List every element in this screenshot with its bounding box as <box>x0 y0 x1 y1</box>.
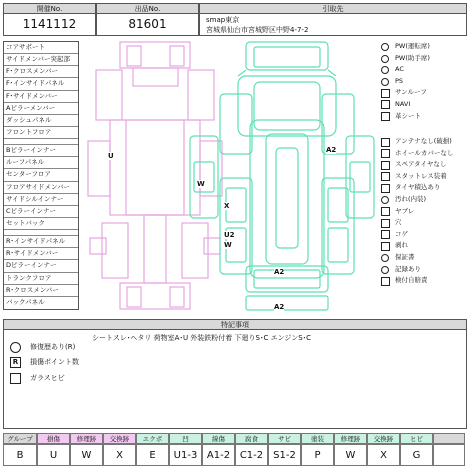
frame-part-item: Cピラーインナー <box>4 206 78 218</box>
legend-circle-icon <box>10 342 21 353</box>
frame-part-item: R･クロスメンバー <box>4 285 78 297</box>
grade-value: W <box>70 444 103 466</box>
auction-no-value: 1141112 <box>3 13 96 36</box>
pickup-address: 宮城県仙台市宮城野区中野4-7-2 <box>206 26 309 34</box>
grade-header: 凹 <box>169 433 202 444</box>
grade-header: 塗装 <box>301 433 334 444</box>
grade-value: U <box>37 444 70 466</box>
legend-r-box: R <box>10 357 21 368</box>
checklist-item <box>379 53 467 65</box>
frame-part-item: Bピラーインナー <box>4 145 78 157</box>
checklist-label: AC <box>395 65 404 74</box>
checkbox-icon <box>381 89 390 98</box>
grade-value: G <box>400 444 433 466</box>
left-sill-mark-x: X <box>224 202 230 210</box>
frame-damage-mark: U <box>108 152 114 160</box>
frame-part-item: フロントフロア <box>4 127 78 139</box>
checklist-item <box>379 136 467 148</box>
notes-box <box>3 329 467 429</box>
grade-value: X <box>367 444 400 466</box>
grade-header <box>433 433 465 444</box>
legend-repair-label: 修復歴あり(R) <box>30 343 76 351</box>
checklist-label: ホイールカバーなし <box>395 148 454 157</box>
frame-part-item: コアサポート <box>4 42 78 54</box>
grade-value: S1-2 <box>268 444 301 466</box>
checklist-item <box>379 148 467 160</box>
grade-header: 線傷 <box>202 433 235 444</box>
frame-part-item: サイドメンバー突起部 <box>4 54 78 66</box>
checkbox-icon <box>381 112 390 121</box>
frame-part-item: トランクフロア <box>4 273 78 285</box>
frame-part-item: バックパネル <box>6 297 45 306</box>
checklist-item <box>379 171 467 183</box>
checklist-label: サンルーフ <box>395 88 427 97</box>
checkbox-icon <box>381 277 390 286</box>
grade-value: E <box>136 444 169 466</box>
frame-part-item: R･サイドメンバー <box>4 248 78 260</box>
checklist-item <box>379 194 467 206</box>
checklist-item <box>379 64 467 76</box>
checklist-item <box>379 264 467 276</box>
frame-part-item: R･インサイドパネル <box>4 236 78 248</box>
frame-part-item: ルーフパネル <box>4 157 78 169</box>
grade-value: U1-3 <box>169 444 202 466</box>
trunk-mark-a2: A2 <box>274 268 285 276</box>
checklist-label: NAVI <box>395 99 411 108</box>
frame-part-item: サイドシルインナー <box>4 194 78 206</box>
checked-circle-icon <box>381 43 389 51</box>
grade-value <box>433 444 465 466</box>
frame-part-item: Dピラーインナー <box>4 260 78 272</box>
pickup-box <box>199 13 467 36</box>
condition-checklist <box>379 136 467 287</box>
left-rear-door-mark-u2: U2 <box>224 231 235 239</box>
grade-header: エクボ <box>136 433 169 444</box>
checklist-item <box>379 87 467 99</box>
frame-part-item: センターフロア <box>4 169 78 181</box>
checked-circle-icon <box>381 55 389 63</box>
grade-header: 修理跡 <box>70 433 103 444</box>
checklist-label: スペアタイヤなし <box>395 160 447 169</box>
checklist-label: スタットレス装着 <box>395 171 447 180</box>
lot-no-label: 出品No. <box>96 3 199 14</box>
checked-circle-icon <box>381 266 389 274</box>
checklist-label: PW(助手席) <box>395 53 430 62</box>
checkbox-icon <box>381 184 390 193</box>
grade-header: グループ <box>3 433 37 444</box>
checkbox-icon <box>381 149 390 158</box>
equipment-checklist <box>379 41 467 122</box>
checklist-label: ヤブレ <box>395 206 415 215</box>
checklist-item <box>379 76 467 88</box>
checked-circle-icon <box>381 196 389 204</box>
checklist-item <box>379 182 467 194</box>
frame-part-item: Aピラーメンバー <box>4 103 78 115</box>
grade-value: C1-2 <box>235 444 268 466</box>
vehicle-diagram <box>80 38 376 314</box>
left-door-mark-w: W <box>197 180 205 188</box>
checklist-item <box>379 99 467 111</box>
checklist-label: コゲ <box>395 229 408 238</box>
frame-part-item: F･インサイドパネル <box>4 78 78 90</box>
checklist-item <box>379 159 467 171</box>
auction-no-label: 開催No. <box>3 3 96 14</box>
checklist-item <box>379 229 467 241</box>
checklist-label: 検付自賠責 <box>395 276 428 285</box>
checklist-item <box>379 240 467 252</box>
notes-title: 特記事項 <box>3 319 467 330</box>
checklist-label: アンテナなし(破損) <box>395 137 452 145</box>
checklist-label: タイヤ積込あり <box>395 183 441 192</box>
frame-part-item: ダッシュパネル <box>4 115 78 127</box>
checked-circle-icon <box>381 254 389 262</box>
rear-bumper-mark-a2: A2 <box>274 303 285 311</box>
right-door-mark-a2: A2 <box>326 146 337 154</box>
checkbox-icon <box>381 219 390 228</box>
frame-part-item: フロアサイドメンバー <box>4 182 78 194</box>
checklist-item <box>379 275 467 287</box>
pickup-label: 引取先 <box>199 3 467 14</box>
checklist-label: 保証書 <box>395 252 415 261</box>
frame-part-item: F･サイドメンバー <box>4 91 78 103</box>
checkbox-icon <box>381 100 390 109</box>
checkbox-icon <box>381 138 390 147</box>
legend-empty-box <box>10 373 21 384</box>
checkbox-icon <box>381 161 390 170</box>
checklist-item <box>379 41 467 53</box>
checked-circle-icon <box>381 66 389 74</box>
left-rear-door-mark-w: W <box>224 241 232 249</box>
checklist-label: PW(運転席) <box>395 42 430 50</box>
grade-header: サビ <box>268 433 301 444</box>
legend-glass-label: ガラスヒビ <box>30 374 65 382</box>
grade-value: P <box>301 444 334 466</box>
grade-header: 交換跡 <box>103 433 136 444</box>
checklist-label: 汚れ(内装) <box>395 194 427 203</box>
legend-damage-label: 損傷ポイント数 <box>30 358 79 366</box>
checklist-label: 革シート <box>395 111 421 120</box>
grade-header: 交換跡 <box>367 433 400 444</box>
frame-parts-list <box>3 41 79 310</box>
pickup-name: smap東京 <box>206 16 240 24</box>
grade-header: 修理跡 <box>334 433 367 444</box>
frame-part-item: セットバック <box>4 218 78 230</box>
checkbox-icon <box>381 172 390 181</box>
checklist-item <box>379 206 467 218</box>
checklist-item <box>379 111 467 123</box>
grade-header: 損傷 <box>37 433 70 444</box>
frame-part-item: F･クロスメンバー <box>4 66 78 78</box>
grade-value: W <box>334 444 367 466</box>
checklist-label: PS <box>395 76 404 85</box>
notes-text: シートスレ･ヘタリ 荷物室A･U 外装鉄粉付着 下廻りS･C エンジンS･C <box>92 334 312 342</box>
checked-circle-icon <box>381 78 389 86</box>
checklist-item <box>379 217 467 229</box>
grade-header: ヒビ <box>400 433 433 444</box>
checklist-label: 剥れ <box>395 241 408 250</box>
lot-no-value: 81601 <box>96 13 199 36</box>
checkbox-icon <box>381 230 390 239</box>
grade-value: B <box>3 444 37 466</box>
checklist-item <box>379 252 467 264</box>
checklist-label: 穴 <box>395 218 402 227</box>
checklist-label: 記録あり <box>395 264 421 273</box>
checkbox-icon <box>381 207 390 216</box>
grade-header: 腐食 <box>235 433 268 444</box>
grade-value: X <box>103 444 136 466</box>
grade-value: A1-2 <box>202 444 235 466</box>
checkbox-icon <box>381 242 390 251</box>
